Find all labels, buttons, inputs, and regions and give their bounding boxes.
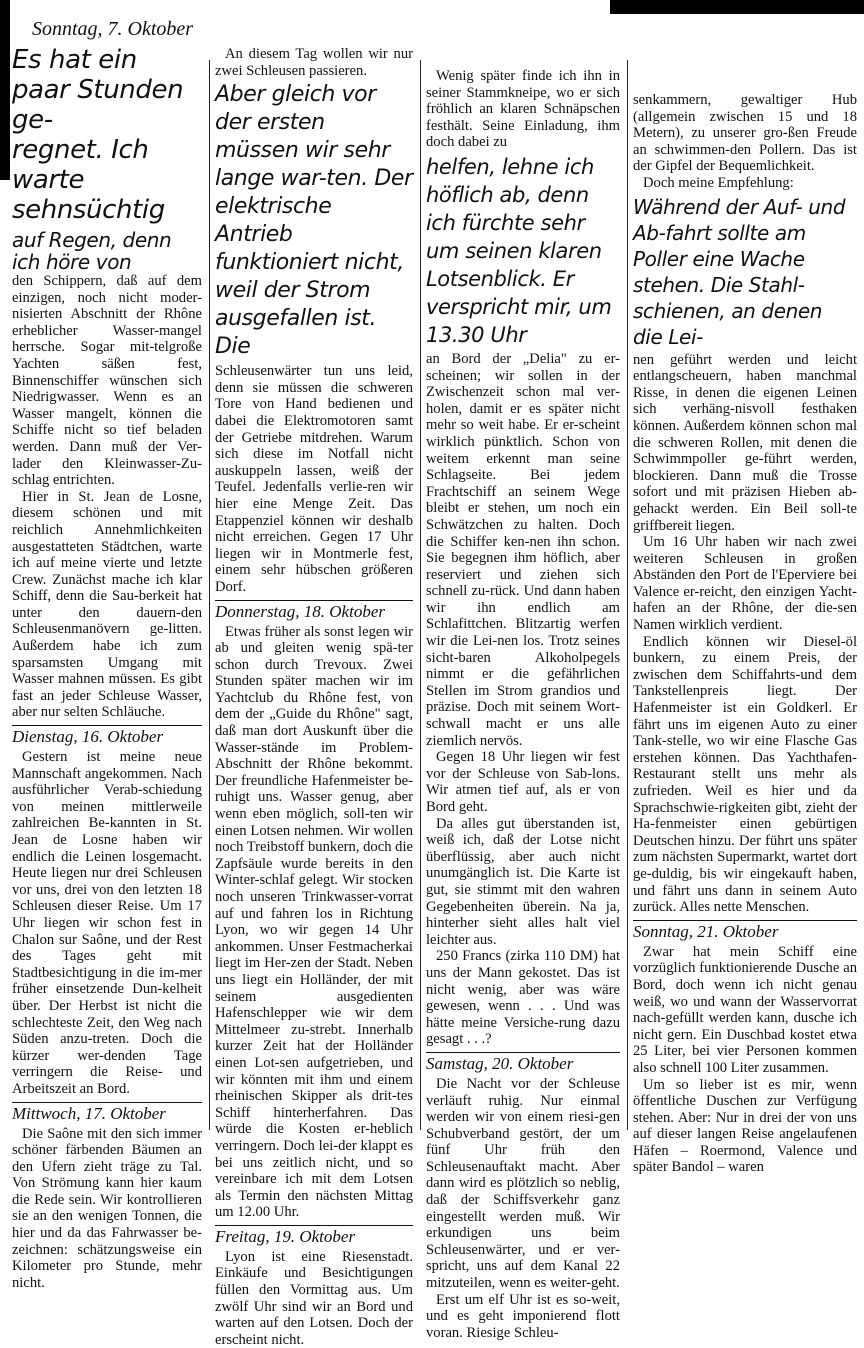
handwritten-passage: Während der Auf- und Ab-fahrt sollte am Poller eine Wache stehen. Die Stahl-schienen, an denen die Lei- bbox=[633, 194, 846, 349]
date-heading-thursday-18: Donnerstag, 18. Oktober bbox=[215, 600, 413, 622]
paragraph: Doch meine Empfehlung: bbox=[643, 174, 794, 191]
handwritten-headline-line-2: regnet. Ich warte sehnsüchtig bbox=[12, 135, 165, 225]
paragraph: Gegen 18 Uhr liegen wir fest vor der Schleuse von Sab-lons. Wir atmen tief auf, als er von Bord geht. bbox=[426, 749, 620, 815]
paragraph: Gestern ist meine neue Mannschaft angekommen. Nach ausführlicher Verab-schiedung von meinen mittlerweile zahlreichen Be-kannten in St. Jean de Losne haben wir endlich die Leinen losgemacht. Heute liegen nur drei Schleusen vor uns, drei von den letzten 18 Schleusen dieser Reise. Um 17 Uhr liegen wir schon fest in Chalon sur Saône, und der Rest des Tages geht mit Stadtbesichtigung in die im-mer früher einsetzende Dun-kelheit über. Der Herbst ist nicht die schlechteste Zeit, den Weg nach Süden anzu-treten. Doch die kürzer wer-denden Tage verringern die Reise- und Arbeitszeit an Bord. bbox=[12, 749, 202, 1097]
handwritten-headline-line-1: Es hat ein paar Stunden ge- bbox=[12, 45, 184, 135]
paragraph: Hier in St. Jean de Losne, diesem schönen und mit reichlich Annehmlichkeiten ausgestatteten Städtchen, warte ich auf meine vierte und letzte Crew. Zunächst mache ich klar Schiff, denn die Sau-berkeit hat unter den dauern-den Schleusenmanövern ge-litten. Außerdem habe ich zum sparsamsten Umgang mit Wasser mahnen müssen. Es gibt fast an jeder Schleuse Wasser, aber nur selten Schläuche. bbox=[12, 488, 202, 721]
paragraph: nen geführt werden und leicht entlangscheuern, haben manchmal Risse, in denen die eigenen Leinen sich verhäng-nisvoll festhaken können. Außerdem können schon mal die schweren Rollen, mit denen die Schwimmpoller ge-führt werden, blockieren. Dann muß die Trosse sofort und mit präzisen Hieben ab-gehackt werden. Ein Beil soll-te griffbereit liegen. bbox=[633, 351, 857, 534]
date-heading-sunday-21: Sonntag, 21. Oktober bbox=[633, 920, 857, 942]
paragraph: An diesem Tag wollen wir nur zwei Schleusen passieren. bbox=[215, 46, 413, 79]
scan-edge-left bbox=[0, 0, 10, 180]
article-column-2 bbox=[215, 46, 413, 1348]
date-heading-wednesday-17: Mittwoch, 17. Oktober bbox=[12, 1102, 202, 1124]
paragraph: 250 Francs (zirka 110 DM) hat uns der Mann gekostet. Das ist nicht wenig, aber was wäre gewesen, wenn . . . Und was hätte meine Versiche-rung dazu gesagt . . .? bbox=[426, 948, 620, 1048]
date-heading-tuesday-16: Dienstag, 16. Oktober bbox=[12, 725, 202, 747]
paragraph: an Bord der „Delia" zu er-scheinen; wir sollen in der Zwischenzeit schon mal ver-holen, damit er es später nicht mehr so weit habe. Er er-scheint wirklich pünktlich. Schon von weitem erkennt man seine Schlagseite. Bei jedem Frachtschiff an seinem Wege bleibt er stehen, um noch ein Schwätzchen zu halten. Doch die Schiffer ken-nen ihn schon. Sie begegnen ihm höflich, aber reserviert und ziehen sich schnell zu-rück. Und dann haben wir ihn endlich am Schlafittchen. Blitzartig werfen wir die Lei-nen los. Trotz seines sicht-baren Alkoholpegels nimmt er die gefährlichen Stellen im Strom grandios und präzise. Doch mit seinem Wort-schwall macht er uns alle ziemlich nervös. bbox=[426, 350, 620, 749]
scan-edge-top-right bbox=[610, 0, 864, 14]
paragraph: Etwas früher als sonst legen wir ab und gleiten wenig spä-ter schon durch Trevoux. Zwei Stunden später machen wir im Yachtclub du Rhône fest, von dem der „Guide du Rhône" sagt, daß man dort Auskunft über die Wasser-stände im Problem-Abschnitt der Rhône bekommt. Der freundliche Hafenmeister be-ruhigt uns. Wasser genug, aber wenn eben möglich, soll-ten wir einen Lotsen nehmen. Wir wollen noch Treibstoff bunkern, doch die Zapfsäule wurde bereits in den Winter-schlaf gelegt. Wir stocken noch unseren Trinkwasser-vorrat auf und fahren los in Richtung Lyon, wo wir gegen 14 Uhr ankommen. Unser Festmacherkai liegt im Her-zen der Stadt. Neben uns liegt ein Holländer, der mit seinem ausgedienten Hafenschlepper wie wir dem Mittelmeer zu-strebt. Innerhalb kurzer Zeit hat der Holländer einen Lot-sen aufgetrieben, und wir könnten mit ihm und einem rheinischen Skipper als drit-tes Schiff hinterherfahren. Das würde die Kosten er-heblich verringern. Doch lei-der klappt es bei uns zeitlich nicht, und so vereinbare ich mit dem Lotsen als Termin den nächsten Mittag um 12.00 Uhr. bbox=[215, 623, 413, 1221]
paragraph: Die Nacht vor der Schleuse verläuft ruhig. Nur einmal werden wir von einem riesi-gen Schubverband gestört, der um fünf Uhr früh den Schleusenauftakt macht. Aber dann wird es plötzlich so neblig, daß der Schiffsverkehr ganz eingestellt werden muß. Wir erkundigen uns beim Schleusenwärter, und er ver-spricht, uns auf dem Kanal 22 mitzuteilen, wenn es weiter-geht. bbox=[426, 1075, 620, 1292]
handwritten-passage: helfen, lehne ich höflich ab, denn ich fürchte sehr um seinen klaren Lotsenblick. Er verspricht mir, um 13.30 Uhr bbox=[426, 154, 612, 347]
date-heading-sunday-7: Sonntag, 7. Oktober bbox=[32, 18, 194, 40]
date-heading-saturday-20: Samstag, 20. Oktober bbox=[426, 1052, 620, 1074]
article-column-3 bbox=[426, 68, 620, 1341]
article-column-4 bbox=[633, 92, 857, 1176]
paragraph: Schleusenwärter tun uns leid, denn sie müssen die schweren Tore von Hand bedienen und dabei die Elektromotoren samt der Getriebe mitdrehen. Warum sich diese im Notfall nicht auskuppeln lassen, weiß der Teufel. Jedenfalls verlie-ren wir hier eine Menge Zeit. Das Etappenziel können wir deshalb nicht erreichen. Gegen 17 Uhr liegen wir in Montmerle fest, einem sehr hübschen größeren Dorf. bbox=[215, 363, 413, 595]
date-heading-friday-19: Freitag, 19. Oktober bbox=[215, 1225, 413, 1247]
paragraph: Um so lieber ist es mir, wenn öffentliche Duschen zur Verfügung stehen. Aber: Nur in drei der von uns auf dieser langen Reise angelaufenen Häfen – Roermond, Valence und später Bandol – waren bbox=[633, 1076, 857, 1176]
paragraph: Die Saône mit den sich immer schöner färbenden Bäumen an den Ufern zieht träge zu Tal. Von Strömung kann hier kaum die Rede sein. Wir kontrollieren sie an den wenigen Tonnen, die hier und da das Fahrwasser be-zeichnen: schätzungsweise ein Kilometer pro Stunde, mehr nicht. bbox=[12, 1125, 202, 1291]
paragraph: Lyon ist eine Riesenstadt. Einkäufe und Besichtigungen füllen den Vormittag aus. Um zwölf Uhr sind wir an Bord und warten auf den Lotsen. Doch der erscheint nicht. bbox=[215, 1248, 413, 1348]
paragraph: Wenig später finde ich ihn in seiner Stammkneipe, wo er sich fröhlich an klaren Schnäpschen festhält. Seine Einladung, ihm doch dabei zu bbox=[426, 68, 620, 151]
paragraph: den Schippern, daß auf dem einzigen, noch nicht moder-nisierten Abschnitt der Rhône erheblicher Wasser-mangel herrsche. Sogar mit-telgroße Yachten säßen fest, Binnenschiffer wünschen sich Niedrigwasser. Wenn es an Wasser mangelt, können die Schiffe nicht so tief beladen werden. Dann muß der Ver-lader den Kleinwasser-Zu-schlag entrichten. bbox=[12, 273, 202, 489]
paragraph: Endlich können wir Diesel-öl bunkern, zu einem Preis, der zwischen dem Schiffahrts-und dem Tankstellenpreis liegt. Der Hafenmeister ist ein Goldkerl. Er fährt uns im eigenen Auto zu einer Tank-stelle, wo wir eine Flasche Gas erstehen können. Das Yachthafen-Restaurant stellt uns mehr als zufrieden. Weil es hier und da Sprachschwie-rigkeiten gibt, zieht der Ha-fenmeister einen gebürtigen Deutschen hinzu. Der führt uns später zum nächsten Supermarkt, wartet dort ge-duldig, bis wir eingekauft haben, und fährt uns dann in seinem Auto zurück. Alles nette Menschen. bbox=[633, 633, 857, 916]
column-rule-3 bbox=[627, 60, 628, 1130]
article-column-1 bbox=[12, 14, 202, 1291]
handwritten-passage: auf Regen, denn ich höre von bbox=[12, 228, 172, 274]
paragraph: Zwar hat mein Schiff eine vorzüglich funktionierende Dusche an Bord, doch wenn ich nicht genau weiß, wo und wann der Wasservorrat nach-gefüllt werden kann, dusche ich nicht gern. Ein Duschbad kostet etwa 25 Liter, bei vier Personen kommen also schnell 100 Liter zusammen. bbox=[633, 943, 857, 1076]
paragraph: Um 16 Uhr haben wir nach zwei weiteren Schleusen in großen Abständen den Port de l'Eperviere bei Valence er-reicht, den einzigen Yacht-hafen an der Rhône, der die-sen Namen wirklich verdient. bbox=[633, 534, 857, 634]
paragraph: Erst um elf Uhr ist es so-weit, und es geht imponierend flott voran. Riesige Schleu- bbox=[426, 1291, 620, 1341]
handwritten-passage: Aber gleich vor der ersten müssen wir sehr lange war-ten. Der elektrische Antrieb funktioniert nicht, weil der Strom ausgefallen ist. Die bbox=[215, 82, 413, 360]
column-rule-2 bbox=[420, 60, 421, 1130]
column-rule-1 bbox=[209, 60, 210, 1130]
paragraph: Da alles gut überstanden ist, weiß ich, daß der Lotse nicht überflüssig, aber auch nicht unumgänglich ist. Die Karte ist gut, sie stimmt mit den wahren Gegebenheiten überein. Na ja, hinterher sieht alles halt viel leichter aus. bbox=[426, 815, 620, 948]
paragraph: senkammern, gewaltiger Hub (allgemein zwischen 15 und 18 Metern), zu unserer gro-ßen Freude an schwimmen-den Pollern. Das ist der Gipfel der Bequemlichkeit. bbox=[633, 92, 857, 175]
